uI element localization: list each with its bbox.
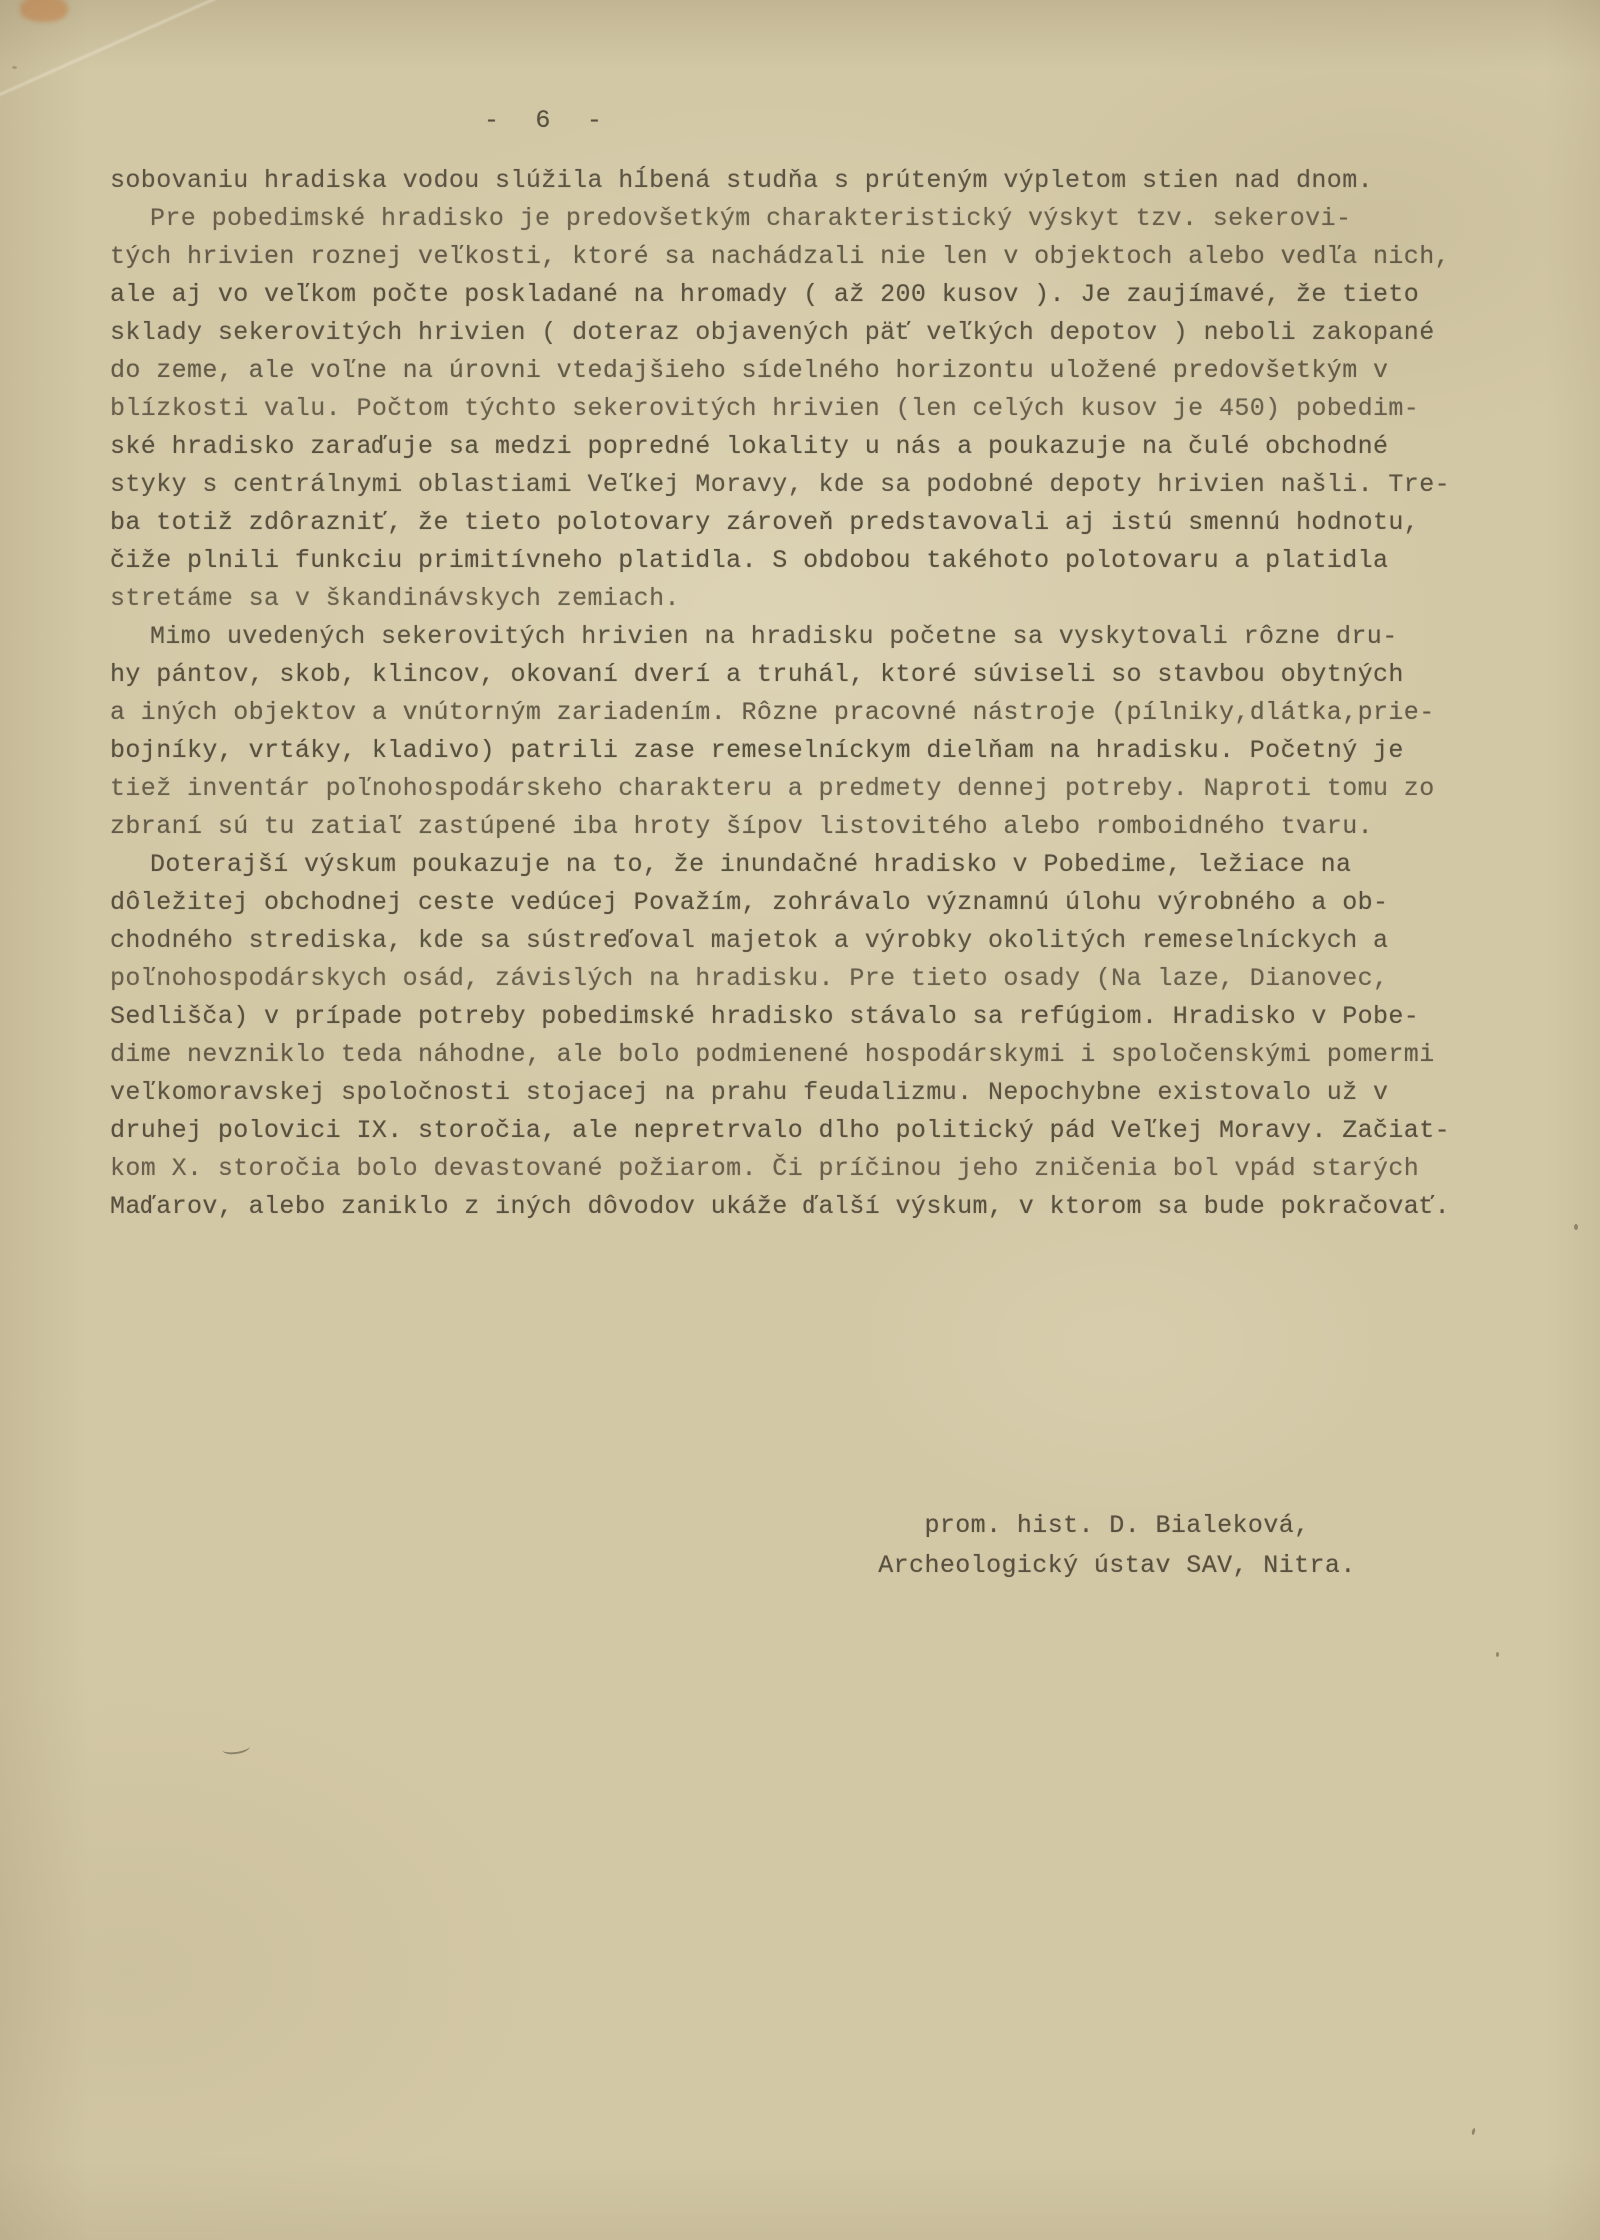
ink-speck	[1471, 2128, 1476, 2136]
document-body	[110, 162, 1510, 1226]
ink-smudge	[221, 1740, 250, 1756]
text-line: a iných objektov a vnútorným zariadením. Rôzne pracovné nástroje (pílniky,dlátka,prie-	[110, 698, 1435, 727]
text-line: do zeme, ale voľne na úrovni vtedajšieho sídelného horizontu uložené predovšetkým v	[110, 356, 1389, 385]
signature-block	[872, 1506, 1362, 1586]
text-line: dôležitej obchodnej ceste vedúcej Považím, zohrávalo významnú úlohu výrobného a ob-	[110, 888, 1389, 917]
text-line: bojníky, vrtáky, kladivo) patrili zase remeselníckym dielňam na hradisku. Početný je	[110, 736, 1404, 765]
text-line: dime nevzniklo teda náhodne, ale bolo podmienené hospodárskymi i spoločenskými pomermi	[110, 1040, 1435, 1069]
text-line: ské hradisko zaraďuje sa medzi popredné lokality u nás a poukazuje na čulé obchodné	[110, 432, 1389, 461]
text-line: Maďarov, alebo zaniklo z iných dôvodov ukáže ďalší výskum, v ktorom sa bude pokračovať.	[110, 1192, 1451, 1221]
text-line: sobovaniu hradiska vodou slúžila hĺbená studňa s prúteným výpletom stien nad dnom.	[110, 166, 1373, 195]
text-line: styky s centrálnymi oblastiami Veľkej Moravy, kde sa podobné depoty hrivien našli. Tre-	[110, 470, 1451, 499]
text-line: tých hrivien roznej veľkosti, ktoré sa nachádzali nie len v objektoch alebo vedľa nich,	[110, 242, 1451, 271]
ink-speck	[12, 66, 17, 69]
text-line: hy pántov, skob, klincov, okovaní dverí a truhál, ktoré súviseli so stavbou obytných	[110, 660, 1404, 689]
signature-author: prom. hist. D. Bialeková,	[924, 1511, 1310, 1540]
paper-stain	[20, 0, 68, 22]
text-line: tiež inventár poľnohospodárskeho charakteru a predmety dennej potreby. Naproti tomu zo	[110, 774, 1435, 803]
text-line: čiže plnili funkciu primitívneho platidla. S obdobou takéhoto polotovaru a platidla	[110, 546, 1389, 575]
page-number	[484, 106, 602, 135]
text-line: zbraní sú tu zatiaľ zastúpené iba hroty šípov listovitého alebo romboidného tvaru.	[110, 812, 1373, 841]
page-number-dash-left: -	[484, 106, 500, 135]
text-line: blízkosti valu. Počtom týchto sekerovitých hrivien (len celých kusov je 450) pobedim-	[110, 394, 1420, 423]
text-line: veľkomoravskej spoločnosti stojacej na prahu feudalizmu. Nepochybne existovalo už v	[110, 1078, 1389, 1107]
text-line: ale aj vo veľkom počte poskladané na hromady ( až 200 kusov ). Je zaujímavé, že tieto	[110, 280, 1420, 309]
text-line: Sedlišča) v prípade potreby pobedimské hradisko stávalo sa refúgiom. Hradisko v Pobe-	[110, 1002, 1420, 1031]
signature-institution: Archeologický ústav SAV, Nitra.	[878, 1551, 1356, 1580]
ink-speck	[1496, 1652, 1499, 1657]
text-line: Mimo uvedených sekerovitých hrivien na hradisku početne sa vyskytovali rôzne dru-	[150, 622, 1398, 651]
text-line: stretáme sa v škandinávskych zemiach.	[110, 584, 680, 613]
page-number-value: 6	[535, 106, 551, 135]
text-line: sklady sekerovitých hrivien ( doteraz objavených päť veľkých depotov ) neboli zakopané	[110, 318, 1435, 347]
text-line: druhej polovici IX. storočia, ale nepretrvalo dlho politický pád Veľkej Moravy. Začiat-	[110, 1116, 1451, 1145]
text-line: poľnohospodárskych osád, závislých na hradisku. Pre tieto osady (Na laze, Dianovec,	[110, 964, 1389, 993]
text-line: Pre pobedimské hradisko je predovšetkým charakteristický výskyt tzv. sekerovi-	[150, 204, 1352, 233]
ink-speck	[1574, 1224, 1578, 1230]
text-line: ba totiž zdôrazniť, že tieto polotovary zároveň predstavovali aj istú smennú hodnotu,	[110, 508, 1420, 537]
text-line: chodného strediska, kde sa sústreďoval majetok a výrobky okolitých remeselníckych a	[110, 926, 1389, 955]
text-line: kom X. storočia bolo devastované požiarom. Či príčinou jeho zničenia bol vpád starých	[110, 1154, 1420, 1183]
text-line: Doterajší výskum poukazuje na to, že inundačné hradisko v Pobedime, ležiace na	[150, 850, 1352, 879]
page-number-dash-right: -	[586, 106, 603, 135]
